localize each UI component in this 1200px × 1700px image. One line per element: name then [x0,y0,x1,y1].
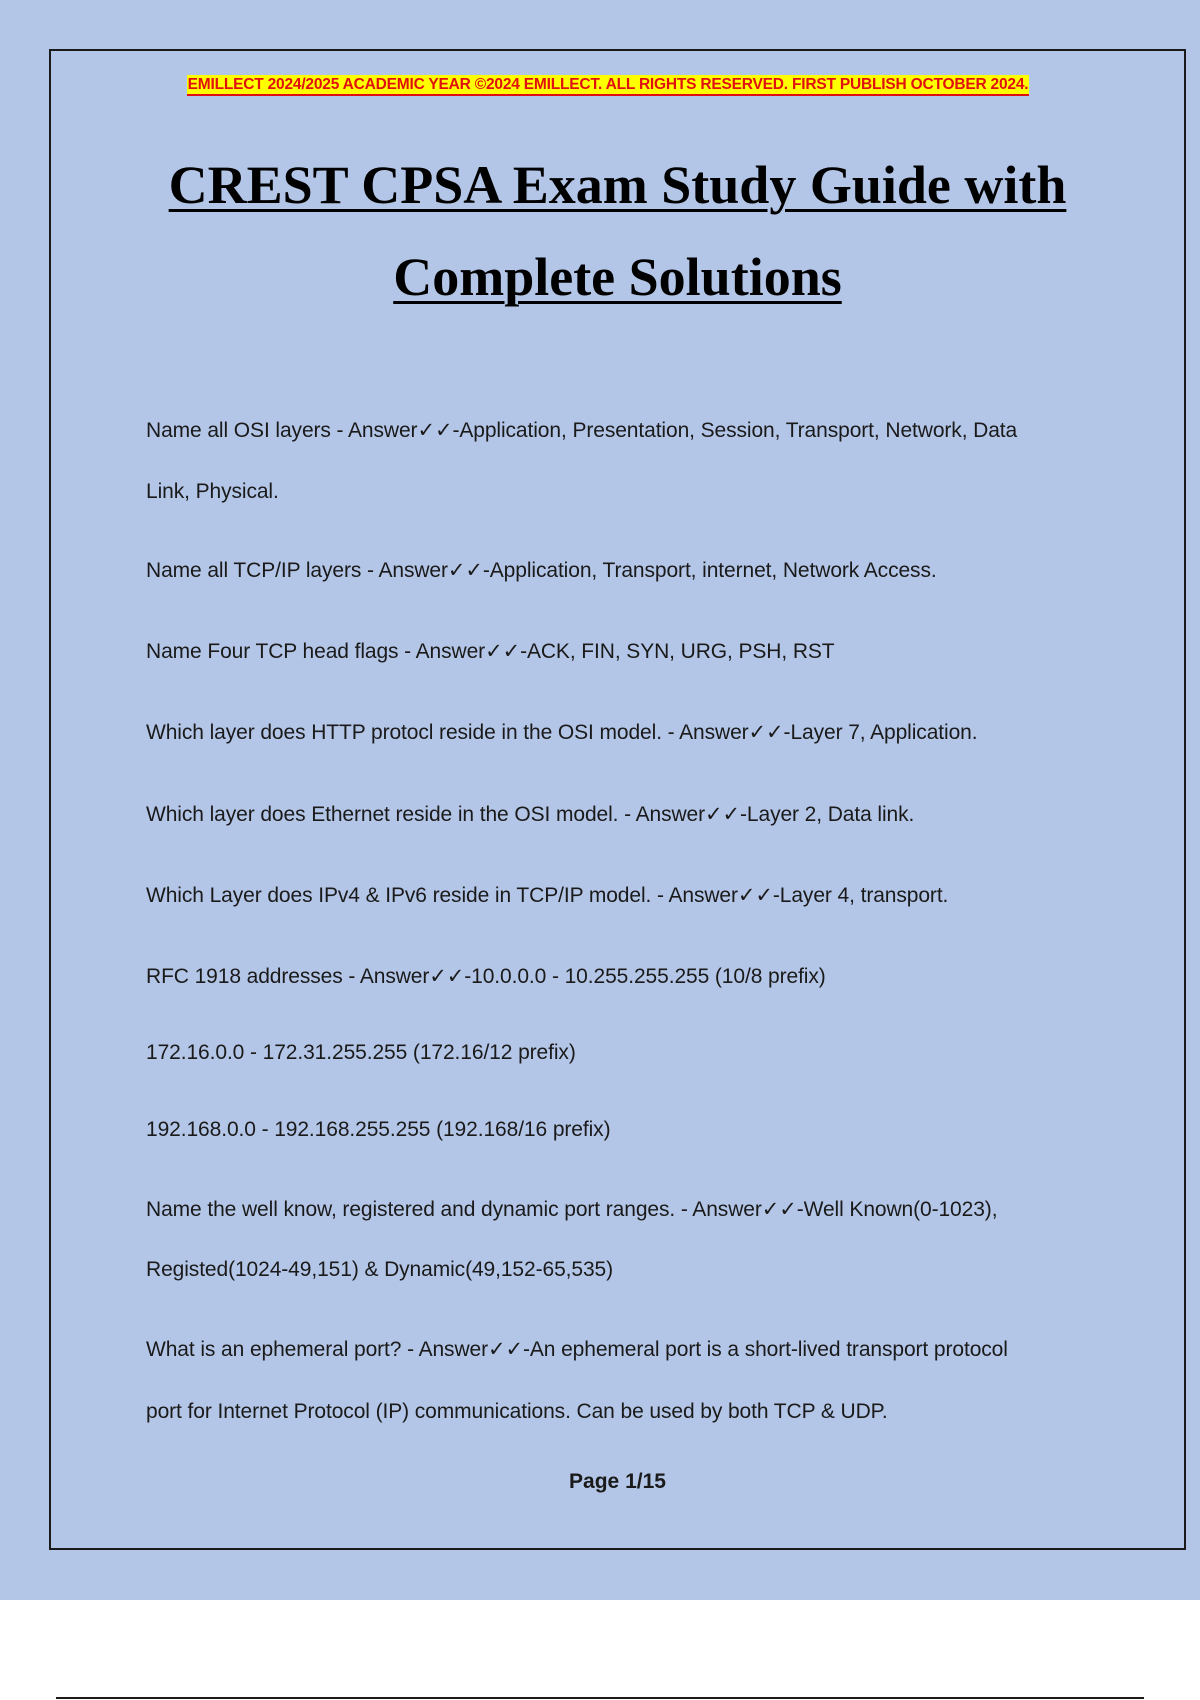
qa-line: Link, Physical. [146,480,279,503]
qa-line: RFC 1918 addresses - Answer✓✓-10.0.0.0 - 10.255.255.255 (10/8 prefix) [146,965,826,988]
page-number: Page 1/15 [569,1470,666,1493]
qa-line: 192.168.0.0 - 192.168.255.255 (192.168/16 prefix) [146,1118,611,1141]
copyright-banner [145,73,1071,97]
qa-line: Registed(1024-49,151) & Dynamic(49,152-65,535) [146,1258,614,1281]
qa-line: Name all OSI layers - Answer✓✓-Application, Presentation, Session, Transport, Network, Data [146,419,1018,442]
qa-line: What is an ephemeral port? - Answer✓✓-An ephemeral port is a short-lived transport protocol [146,1338,1008,1361]
copyright-banner-text: EMILLECT 2024/2025 ACADEMIC YEAR ©2024 EMILLECT. ALL RIGHTS RESERVED. FIRST PUBLISH OCTOBER 2024. [187,75,1030,96]
next-page-divider [56,1697,1144,1699]
qa-line: Name all TCP/IP layers - Answer✓✓-Application, Transport, internet, Network Access. [146,559,937,582]
qa-line: Name the well know, registered and dynamic port ranges. - Answer✓✓-Well Known(0-1023), [146,1198,998,1221]
qa-line: Which layer does HTTP protocl reside in the OSI model. - Answer✓✓-Layer 7, Application. [146,721,978,744]
document-title-line-2: Complete Solutions [393,247,842,307]
qa-line: 172.16.0.0 - 172.31.255.255 (172.16/12 prefix) [146,1041,576,1064]
qa-line: Which layer does Ethernet reside in the OSI model. - Answer✓✓-Layer 2, Data link. [146,803,915,826]
qa-line: Which Layer does IPv4 & IPv6 reside in TCP/IP model. - Answer✓✓-Layer 4, transport. [146,884,949,907]
document-title-line-1: CREST CPSA Exam Study Guide with [168,155,1067,215]
qa-line: port for Internet Protocol (IP) communications. Can be used by both TCP & UDP. [146,1400,888,1423]
qa-line: Name Four TCP head flags - Answer✓✓-ACK, FIN, SYN, URG, PSH, RST [146,640,835,663]
